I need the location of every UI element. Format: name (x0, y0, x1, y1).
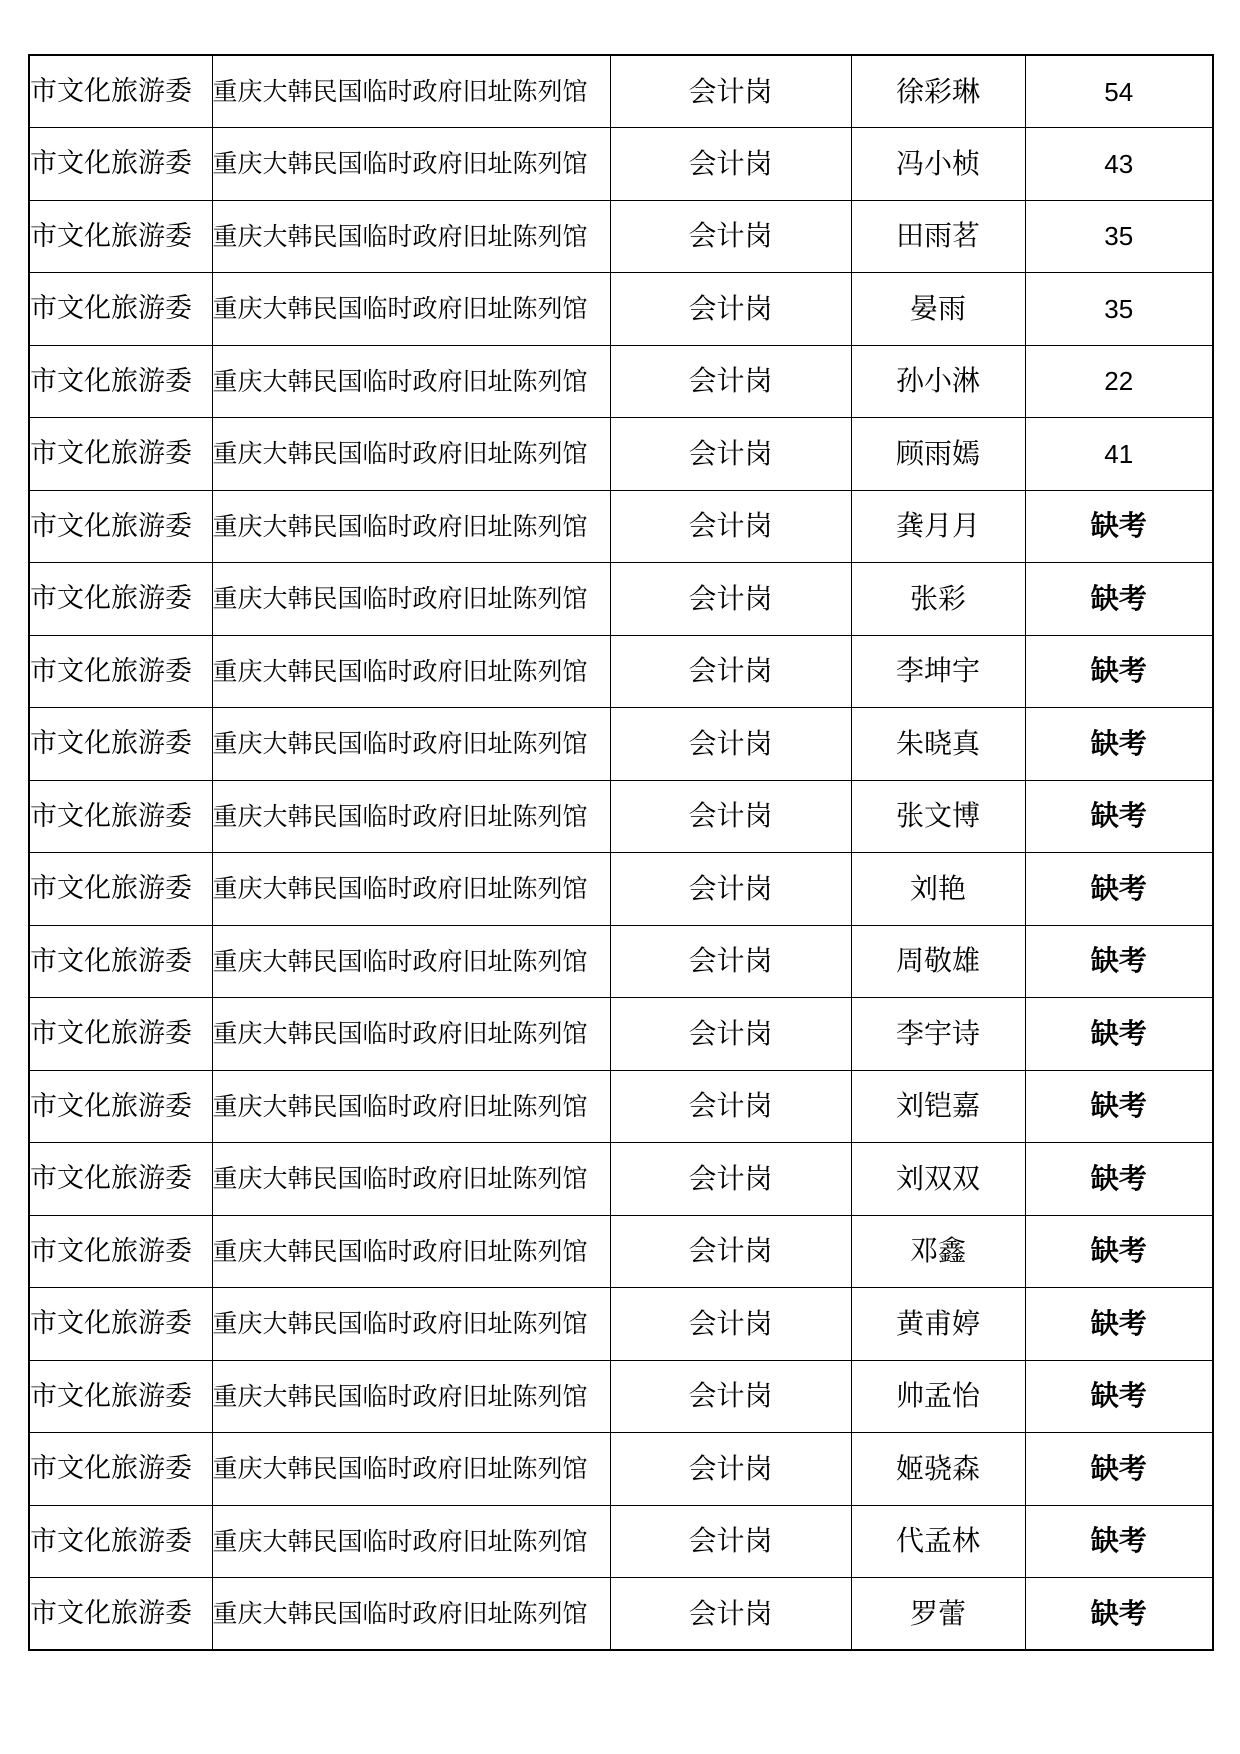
unit-cell: 重庆大韩民国临时政府旧址陈列馆 (212, 1215, 610, 1288)
unit-cell: 重庆大韩民国临时政府旧址陈列馆 (212, 998, 610, 1071)
table-row (29, 1070, 1213, 1143)
score-cell: 缺考 (1025, 1288, 1213, 1361)
org-cell: 市文化旅游委 (29, 1578, 212, 1651)
score-cell: 缺考 (1025, 1433, 1213, 1506)
org-cell: 市文化旅游委 (29, 853, 212, 926)
table-row (29, 708, 1213, 781)
table-row (29, 490, 1213, 563)
post-cell: 会计岗 (610, 635, 851, 708)
unit-cell: 重庆大韩民国临时政府旧址陈列馆 (212, 635, 610, 708)
org-cell: 市文化旅游委 (29, 345, 212, 418)
name-cell: 刘铠嘉 (851, 1070, 1025, 1143)
name-cell: 周敬雄 (851, 925, 1025, 998)
unit-cell: 重庆大韩民国临时政府旧址陈列馆 (212, 780, 610, 853)
unit-cell: 重庆大韩民国临时政府旧址陈列馆 (212, 55, 610, 128)
score-cell: 缺考 (1025, 1143, 1213, 1216)
table-row (29, 853, 1213, 926)
unit-cell: 重庆大韩民国临时政府旧址陈列馆 (212, 853, 610, 926)
post-cell: 会计岗 (610, 418, 851, 491)
table-row (29, 1288, 1213, 1361)
post-cell: 会计岗 (610, 998, 851, 1071)
unit-cell: 重庆大韩民国临时政府旧址陈列馆 (212, 1433, 610, 1506)
org-cell: 市文化旅游委 (29, 1215, 212, 1288)
name-cell: 罗蕾 (851, 1578, 1025, 1651)
table-row (29, 780, 1213, 853)
table-row (29, 418, 1213, 491)
table-row (29, 55, 1213, 128)
unit-cell: 重庆大韩民国临时政府旧址陈列馆 (212, 273, 610, 346)
score-cell: 缺考 (1025, 708, 1213, 781)
unit-cell: 重庆大韩民国临时政府旧址陈列馆 (212, 1143, 610, 1216)
unit-cell: 重庆大韩民国临时政府旧址陈列馆 (212, 128, 610, 201)
post-cell: 会计岗 (610, 1143, 851, 1216)
org-cell: 市文化旅游委 (29, 635, 212, 708)
score-cell: 缺考 (1025, 1505, 1213, 1578)
post-cell: 会计岗 (610, 708, 851, 781)
score-cell: 缺考 (1025, 1070, 1213, 1143)
unit-cell: 重庆大韩民国临时政府旧址陈列馆 (212, 200, 610, 273)
score-cell: 缺考 (1025, 853, 1213, 926)
score-cell: 43 (1025, 128, 1213, 201)
score-cell: 35 (1025, 200, 1213, 273)
score-cell: 缺考 (1025, 1360, 1213, 1433)
name-cell: 黄甫婷 (851, 1288, 1025, 1361)
name-cell: 张彩 (851, 563, 1025, 636)
unit-cell: 重庆大韩民国临时政府旧址陈列馆 (212, 563, 610, 636)
name-cell: 晏雨 (851, 273, 1025, 346)
name-cell: 顾雨嫣 (851, 418, 1025, 491)
unit-cell: 重庆大韩民国临时政府旧址陈列馆 (212, 1578, 610, 1651)
score-cell: 缺考 (1025, 635, 1213, 708)
table-row (29, 273, 1213, 346)
post-cell: 会计岗 (610, 853, 851, 926)
org-cell: 市文化旅游委 (29, 1070, 212, 1143)
post-cell: 会计岗 (610, 1505, 851, 1578)
unit-cell: 重庆大韩民国临时政府旧址陈列馆 (212, 345, 610, 418)
name-cell: 朱晓真 (851, 708, 1025, 781)
name-cell: 田雨茗 (851, 200, 1025, 273)
post-cell: 会计岗 (610, 1360, 851, 1433)
post-cell: 会计岗 (610, 1578, 851, 1651)
name-cell: 代孟林 (851, 1505, 1025, 1578)
score-cell: 缺考 (1025, 1578, 1213, 1651)
results-table-body (29, 55, 1213, 1650)
org-cell: 市文化旅游委 (29, 200, 212, 273)
score-cell: 54 (1025, 55, 1213, 128)
org-cell: 市文化旅游委 (29, 55, 212, 128)
org-cell: 市文化旅游委 (29, 1143, 212, 1216)
name-cell: 孙小淋 (851, 345, 1025, 418)
org-cell: 市文化旅游委 (29, 128, 212, 201)
post-cell: 会计岗 (610, 200, 851, 273)
score-cell: 缺考 (1025, 780, 1213, 853)
table-row (29, 563, 1213, 636)
org-cell: 市文化旅游委 (29, 925, 212, 998)
name-cell: 刘艳 (851, 853, 1025, 926)
org-cell: 市文化旅游委 (29, 418, 212, 491)
table-row (29, 925, 1213, 998)
post-cell: 会计岗 (610, 345, 851, 418)
unit-cell: 重庆大韩民国临时政府旧址陈列馆 (212, 1288, 610, 1361)
unit-cell: 重庆大韩民国临时政府旧址陈列馆 (212, 1360, 610, 1433)
table-row (29, 200, 1213, 273)
org-cell: 市文化旅游委 (29, 998, 212, 1071)
score-cell: 41 (1025, 418, 1213, 491)
unit-cell: 重庆大韩民国临时政府旧址陈列馆 (212, 1505, 610, 1578)
score-cell: 缺考 (1025, 1215, 1213, 1288)
table-row (29, 635, 1213, 708)
name-cell: 刘双双 (851, 1143, 1025, 1216)
name-cell: 姬骁森 (851, 1433, 1025, 1506)
post-cell: 会计岗 (610, 1070, 851, 1143)
score-cell: 22 (1025, 345, 1213, 418)
score-cell: 缺考 (1025, 563, 1213, 636)
table-row (29, 345, 1213, 418)
unit-cell: 重庆大韩民国临时政府旧址陈列馆 (212, 708, 610, 781)
table-row (29, 1505, 1213, 1578)
post-cell: 会计岗 (610, 780, 851, 853)
post-cell: 会计岗 (610, 490, 851, 563)
post-cell: 会计岗 (610, 563, 851, 636)
org-cell: 市文化旅游委 (29, 1433, 212, 1506)
org-cell: 市文化旅游委 (29, 563, 212, 636)
table-row (29, 1360, 1213, 1433)
name-cell: 冯小桢 (851, 128, 1025, 201)
name-cell: 李坤宇 (851, 635, 1025, 708)
post-cell: 会计岗 (610, 55, 851, 128)
score-cell: 缺考 (1025, 490, 1213, 563)
post-cell: 会计岗 (610, 925, 851, 998)
table-row (29, 128, 1213, 201)
org-cell: 市文化旅游委 (29, 1505, 212, 1578)
unit-cell: 重庆大韩民国临时政府旧址陈列馆 (212, 418, 610, 491)
unit-cell: 重庆大韩民国临时政府旧址陈列馆 (212, 925, 610, 998)
name-cell: 帅孟怡 (851, 1360, 1025, 1433)
table-row (29, 998, 1213, 1071)
post-cell: 会计岗 (610, 1433, 851, 1506)
post-cell: 会计岗 (610, 128, 851, 201)
score-cell: 35 (1025, 273, 1213, 346)
score-cell: 缺考 (1025, 925, 1213, 998)
org-cell: 市文化旅游委 (29, 780, 212, 853)
name-cell: 张文博 (851, 780, 1025, 853)
post-cell: 会计岗 (610, 1288, 851, 1361)
org-cell: 市文化旅游委 (29, 273, 212, 346)
table-row (29, 1578, 1213, 1651)
name-cell: 李宇诗 (851, 998, 1025, 1071)
post-cell: 会计岗 (610, 1215, 851, 1288)
score-cell: 缺考 (1025, 998, 1213, 1071)
unit-cell: 重庆大韩民国临时政府旧址陈列馆 (212, 490, 610, 563)
org-cell: 市文化旅游委 (29, 490, 212, 563)
results-table (28, 54, 1214, 1651)
name-cell: 龚月月 (851, 490, 1025, 563)
org-cell: 市文化旅游委 (29, 708, 212, 781)
org-cell: 市文化旅游委 (29, 1288, 212, 1361)
table-row (29, 1215, 1213, 1288)
name-cell: 徐彩琳 (851, 55, 1025, 128)
post-cell: 会计岗 (610, 273, 851, 346)
org-cell: 市文化旅游委 (29, 1360, 212, 1433)
name-cell: 邓鑫 (851, 1215, 1025, 1288)
unit-cell: 重庆大韩民国临时政府旧址陈列馆 (212, 1070, 610, 1143)
table-row (29, 1143, 1213, 1216)
table-row (29, 1433, 1213, 1506)
